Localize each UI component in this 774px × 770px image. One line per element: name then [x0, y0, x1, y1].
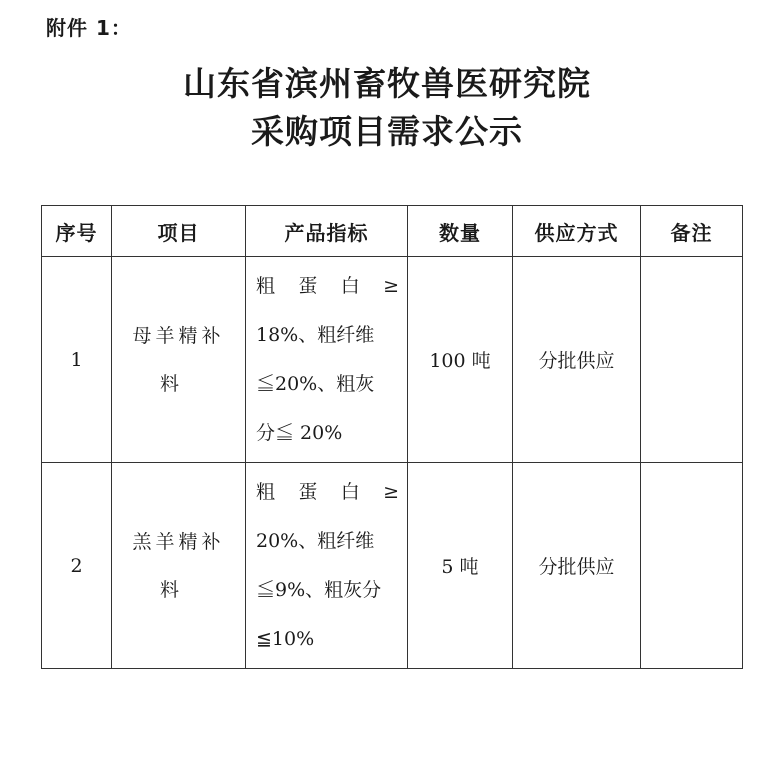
- cell-item: [112, 463, 246, 669]
- item-line: 羔羊精补: [132, 530, 225, 553]
- document-title-line-2: 采购项目需求公示: [251, 112, 523, 151]
- header-quantity: 数量: [408, 206, 513, 257]
- cell-product-spec: [246, 257, 408, 463]
- document-title-line-1: 山东省滨州畜牧兽医研究院: [183, 64, 591, 103]
- cell-remarks: [641, 257, 743, 463]
- item-line: 料: [159, 578, 183, 601]
- table-header-row: [42, 206, 743, 257]
- cell-serial-number: 2: [42, 463, 112, 669]
- spec-line: ≦10%: [256, 627, 315, 650]
- header-product-spec: 产品指标: [246, 206, 408, 257]
- item-line: 料: [159, 372, 183, 395]
- cell-product-spec: [246, 463, 408, 669]
- cell-item: [112, 257, 246, 463]
- spec-line: 粗 蛋 白 ≥: [256, 274, 399, 297]
- cell-serial-number: 1: [42, 257, 112, 463]
- attachment-label: 附件 1：: [46, 16, 132, 40]
- cell-supply-method: 分批供应: [513, 257, 641, 463]
- spec-line: 18%、粗纤维: [256, 323, 375, 346]
- header-supply-method: 供应方式: [513, 206, 641, 257]
- spec-line: ≦9%、粗灰分: [256, 578, 382, 601]
- spec-line: 分≦ 20%: [256, 421, 343, 444]
- header-serial-number: 序号: [42, 206, 112, 257]
- spec-line: 20%、粗纤维: [256, 529, 375, 552]
- header-remarks: 备注: [641, 206, 743, 257]
- cell-quantity: 100 吨: [408, 257, 513, 463]
- header-item: 项目: [112, 206, 246, 257]
- table-row: [42, 257, 743, 463]
- requirements-table: [41, 205, 743, 669]
- spec-line: 粗 蛋 白 ≥: [256, 480, 399, 503]
- table-row: [42, 463, 743, 669]
- item-line: 母羊精补: [132, 324, 225, 347]
- cell-remarks: [641, 463, 743, 669]
- spec-line: ≦20%、粗灰: [256, 372, 375, 395]
- cell-supply-method: 分批供应: [513, 463, 641, 669]
- cell-quantity: 5 吨: [408, 463, 513, 669]
